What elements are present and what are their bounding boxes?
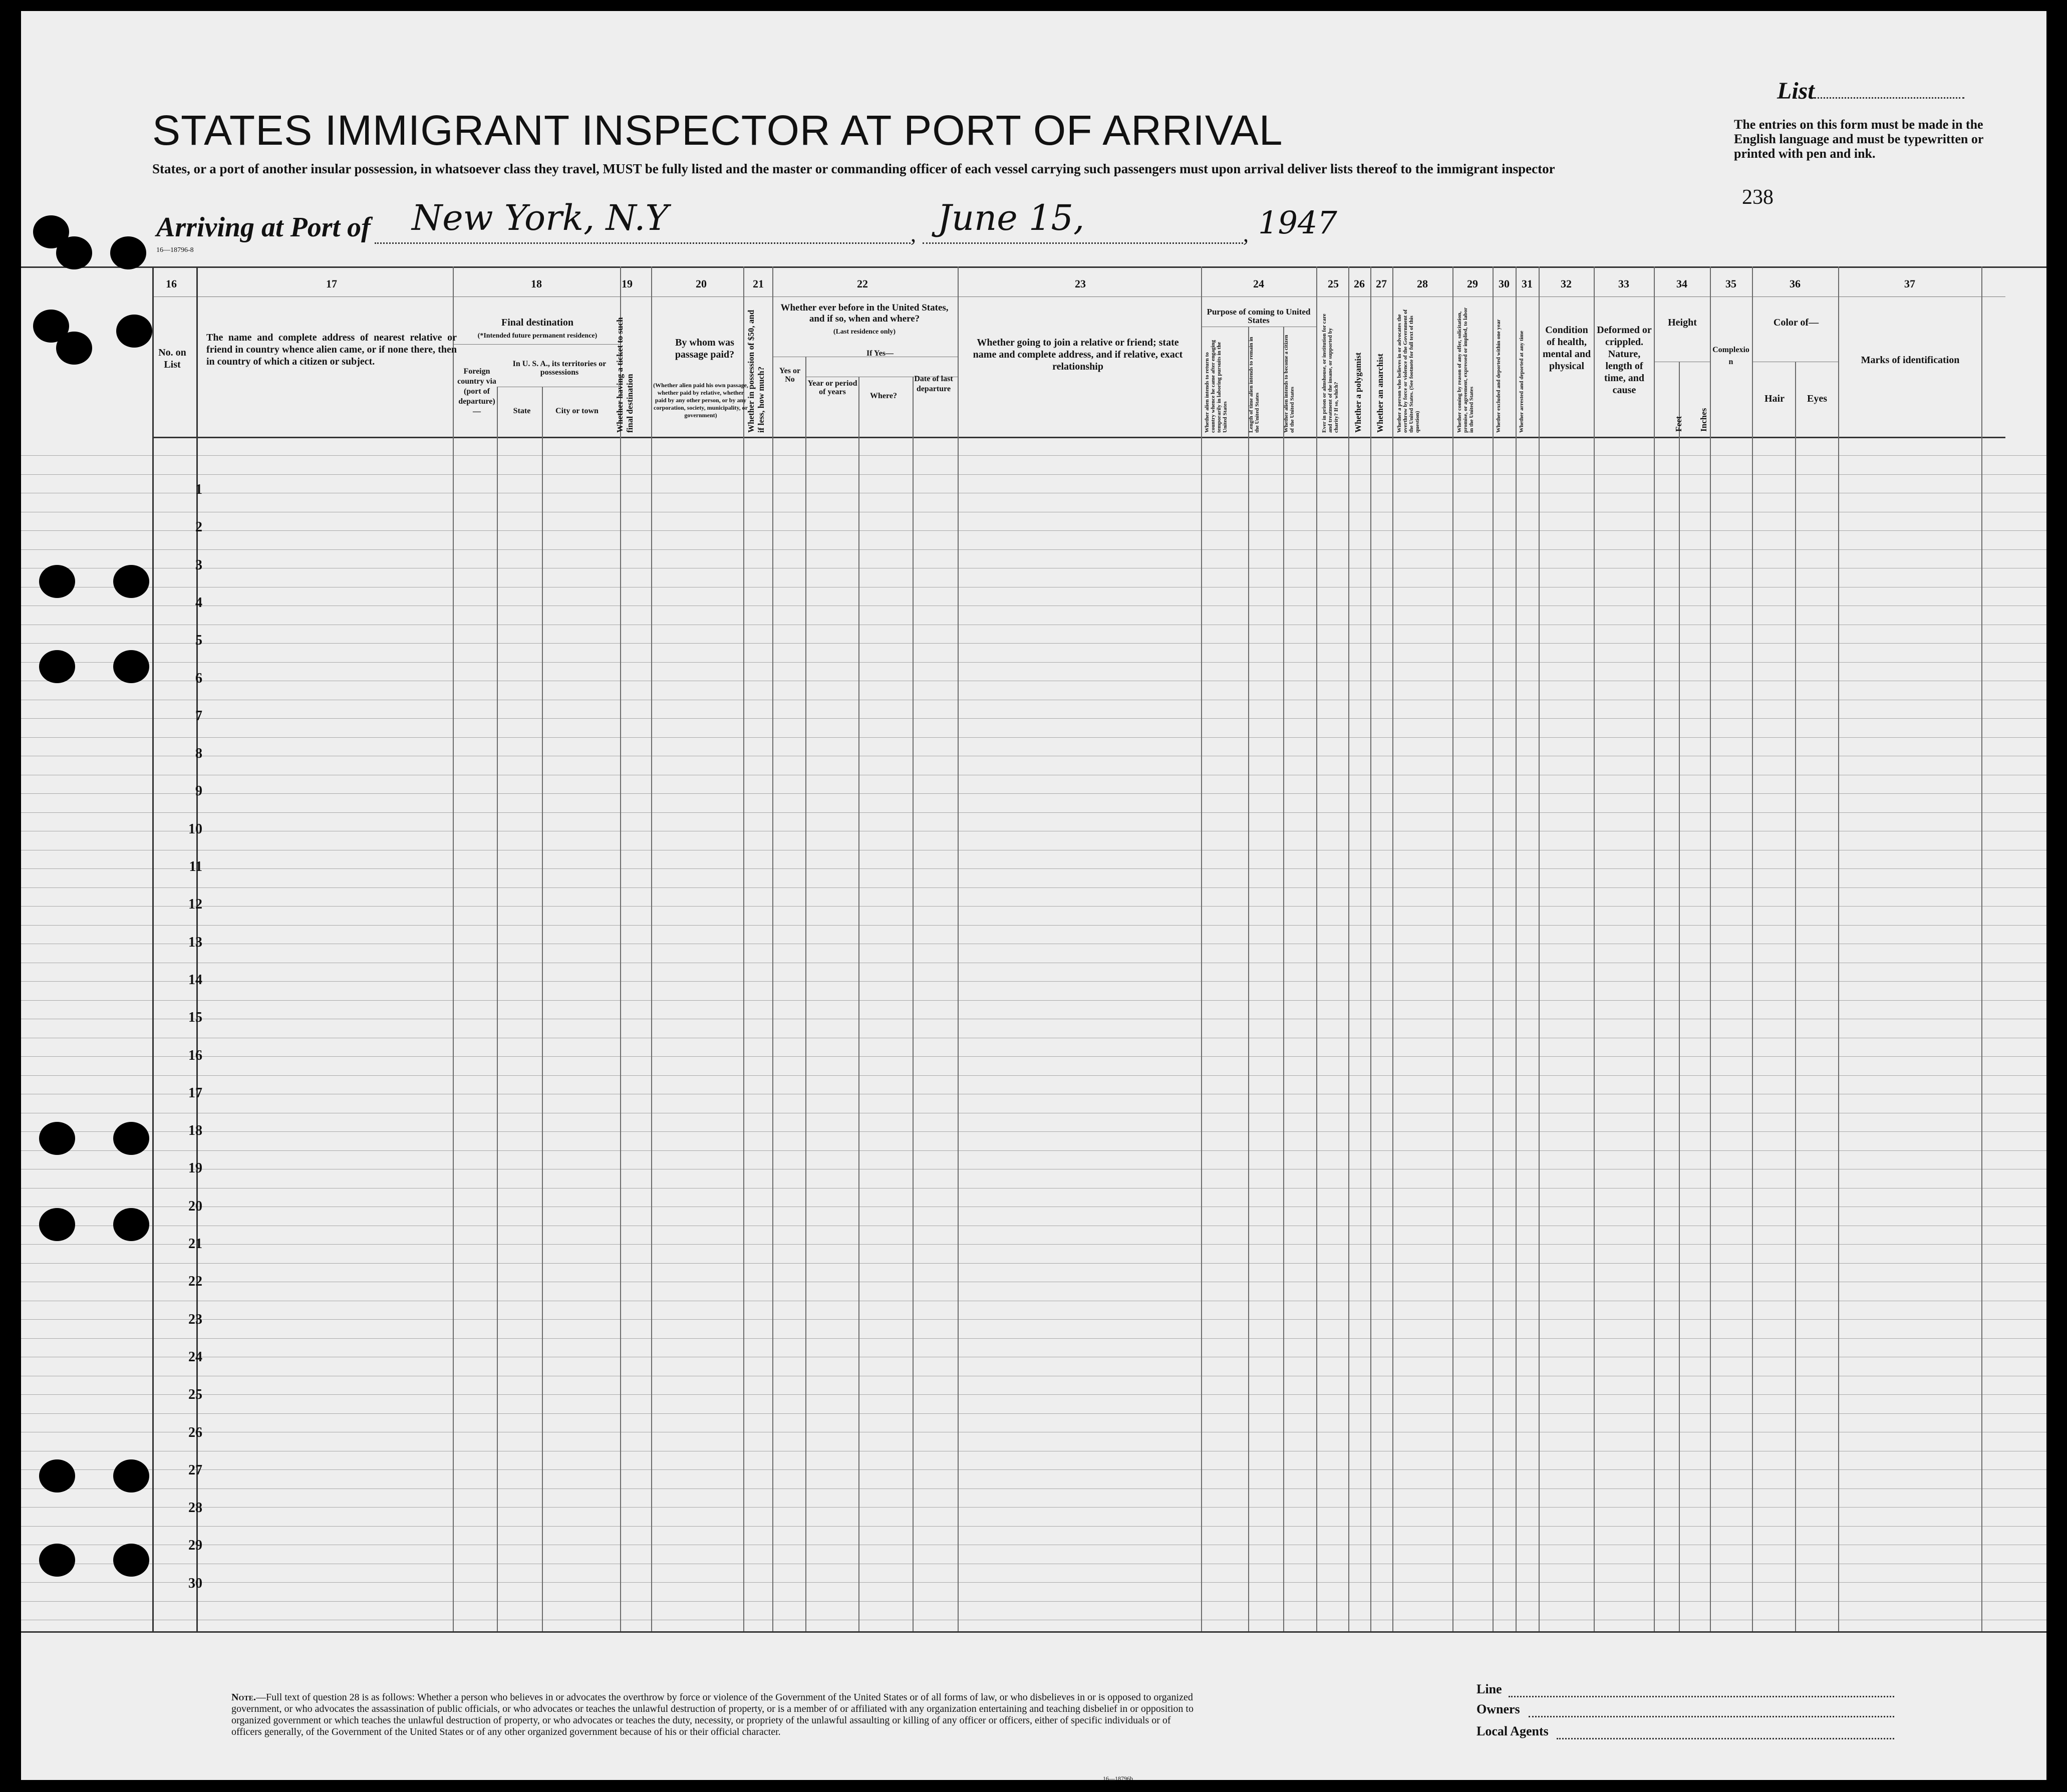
colnum-22: 22 xyxy=(857,277,868,290)
punch-hole xyxy=(113,1459,149,1492)
row-number: 2 xyxy=(195,519,202,535)
row-number: 18 xyxy=(188,1123,202,1138)
colnum-20: 20 xyxy=(696,277,707,290)
header-feet: Feet xyxy=(1674,416,1683,432)
row-number: 1 xyxy=(195,482,202,497)
form-title: STATES IMMIGRANT INSPECTOR AT PORT OF ARRIVAL xyxy=(152,107,1283,154)
row-number: 10 xyxy=(188,821,202,837)
colnum-33: 33 xyxy=(1618,277,1629,290)
colnum-29: 29 xyxy=(1467,277,1478,290)
column-line xyxy=(1752,266,1753,1631)
column-line xyxy=(1594,266,1595,1631)
ruled-line xyxy=(21,455,2046,456)
column-line xyxy=(1838,266,1839,1631)
punch-hole xyxy=(113,650,149,683)
ruled-line xyxy=(21,1131,2046,1132)
header-ticket: Whether having a ticket to such final destination xyxy=(615,317,635,433)
header-hair: Hair xyxy=(1764,393,1785,404)
header-city: City or town xyxy=(555,407,599,415)
column-line xyxy=(1348,266,1349,1631)
row-number: 11 xyxy=(189,859,202,874)
ruled-line xyxy=(21,812,2046,813)
header-eyes: Eyes xyxy=(1807,393,1827,404)
form-code: 16—18796-8 xyxy=(156,246,194,254)
header-passage-note: (Whether alien paid his own passage, whether paid by relative, whether paid by any other person, or by any corporation, society, municipality, or government) xyxy=(653,382,748,419)
comma-2: , xyxy=(1243,222,1249,246)
colnum-36: 36 xyxy=(1790,277,1801,290)
owners-field[interactable] xyxy=(1529,1716,1894,1717)
header-overthrow: Whether a person who believes in or advocates the overthrow by force or violence of the Government of the United States. (See footnote for full text of this question) xyxy=(1396,309,1420,433)
ruled-line xyxy=(21,1338,2046,1339)
row-number: 22 xyxy=(188,1274,202,1289)
row-number: 16 xyxy=(188,1048,202,1063)
row-number: 5 xyxy=(195,633,202,648)
colnum-16: 16 xyxy=(166,277,177,290)
row-number: 23 xyxy=(188,1312,202,1327)
header-prison: Ever in prison or almshouse, or institution for care and treatment of the insane, or supported by charity? If so, which? xyxy=(1321,314,1339,433)
colnum-row-line xyxy=(152,296,2005,297)
footnote xyxy=(231,1692,1203,1738)
header-marks: Marks of identification xyxy=(1861,355,1960,366)
row-number: 13 xyxy=(188,935,202,950)
date-handwritten: June 15, xyxy=(938,197,1085,238)
row-number: 3 xyxy=(195,557,202,573)
footer-code: 16—18796b xyxy=(1103,1775,1133,1780)
header-deformed: Deformed or crippled. Nature, length of time, and cause xyxy=(1597,325,1652,396)
ruled-line xyxy=(21,662,2046,663)
colnum-18: 18 xyxy=(531,277,542,290)
row-number: 14 xyxy=(188,972,202,988)
ruled-line xyxy=(21,1413,2046,1414)
ruled-line xyxy=(21,887,2046,888)
comma: , xyxy=(911,222,916,246)
year-handwritten: 1947 xyxy=(1258,204,1337,241)
punch-hole xyxy=(56,332,92,365)
column-line xyxy=(542,387,543,1631)
header-state: State xyxy=(513,407,531,415)
column-line xyxy=(1679,362,1680,1631)
row-number: 26 xyxy=(188,1425,202,1440)
ruled-line xyxy=(21,925,2046,926)
header-foreign-country: Foreign country via (port of departure)— xyxy=(457,367,496,416)
header-bottom-border xyxy=(152,437,2005,438)
header-inches: Inches xyxy=(1699,408,1708,432)
punch-hole xyxy=(39,1208,75,1241)
header-year-period: Year or period of years xyxy=(807,379,857,396)
column-line xyxy=(1539,266,1540,1631)
colnum-24: 24 xyxy=(1253,277,1264,290)
header-join-relative: Whether going to join a relative or friend; state name and complete address, and if relative, exact relationship xyxy=(973,337,1183,372)
ruled-line xyxy=(21,1000,2046,1001)
colnum-17: 17 xyxy=(326,277,337,290)
list-label: List xyxy=(1777,78,1815,104)
row-number: 25 xyxy=(188,1387,202,1402)
line-label: Line xyxy=(1477,1682,1502,1696)
ruled-line xyxy=(21,530,2046,531)
header-fifty-dollars: Whether in possession of $50, and if less, how much? xyxy=(746,310,766,433)
colnum-25: 25 xyxy=(1328,277,1339,290)
punch-hole xyxy=(39,565,75,598)
colnum-30: 30 xyxy=(1499,277,1510,290)
punch-hole xyxy=(113,1544,149,1577)
column-line xyxy=(651,266,652,1631)
row-number: 30 xyxy=(188,1576,202,1591)
row-number: 6 xyxy=(195,671,202,686)
row-number: 27 xyxy=(188,1462,202,1478)
ruled-line xyxy=(21,1394,2046,1395)
colnum-26: 26 xyxy=(1354,277,1365,290)
ruled-line xyxy=(21,906,2046,907)
colnum-35: 35 xyxy=(1725,277,1736,290)
header-in-usa: In U. S. A., its territories or possessions xyxy=(512,360,607,377)
header-final-destination: Final destination xyxy=(501,317,573,328)
row-number: 19 xyxy=(188,1160,202,1176)
header-last-residence: (Last residence only) xyxy=(833,328,896,336)
column-line xyxy=(1654,266,1655,1631)
column-line xyxy=(1283,327,1284,1631)
port-handwritten: New York, N.Y xyxy=(412,197,669,238)
header-offer-labor: Whether coming by reason of any offer, solicitation, promise, or agreement, expressed or implied, to labor in the United States xyxy=(1456,308,1474,433)
row-number: 4 xyxy=(195,595,202,611)
header-final-destination-note: (*Intended future permanent residence) xyxy=(477,332,598,340)
header-purpose: Purpose of coming to United States xyxy=(1207,307,1311,325)
list-number: 238 xyxy=(1742,186,1774,209)
row-number: 24 xyxy=(188,1349,202,1365)
ruled-line xyxy=(21,981,2046,982)
header-health: Condition of health, mental and physical xyxy=(1542,325,1591,372)
header-purpose-citizen: Whether alien intends to become a citizen of the United States xyxy=(1283,335,1295,433)
row-number: 12 xyxy=(188,897,202,912)
header-height: Height xyxy=(1668,317,1697,328)
colnum-23: 23 xyxy=(1075,277,1086,290)
row-number: 29 xyxy=(188,1538,202,1553)
ruled-line xyxy=(21,1319,2046,1320)
colnum-28: 28 xyxy=(1417,277,1428,290)
column-line xyxy=(1452,266,1453,1631)
punch-hole xyxy=(110,236,146,269)
ruled-line xyxy=(21,1244,2046,1245)
grid-bottom-border xyxy=(21,1631,2046,1633)
ruled-line xyxy=(21,1056,2046,1057)
owners-label: Owners xyxy=(1477,1702,1520,1716)
colnum-31: 31 xyxy=(1522,277,1533,290)
header-purpose-length: Length of time alien intends to remain in the United States xyxy=(1248,337,1260,433)
header-excluded: Whether excluded and deported within one year xyxy=(1496,319,1502,433)
ruled-line xyxy=(21,1507,2046,1508)
column-line xyxy=(958,266,959,1631)
list-line xyxy=(1814,97,1964,99)
ruled-line xyxy=(21,1582,2046,1583)
row-number: 7 xyxy=(195,708,202,724)
row-number: 9 xyxy=(195,783,202,799)
ruled-line xyxy=(21,1263,2046,1264)
manifest-sheet xyxy=(21,11,2046,1780)
ruled-line xyxy=(21,1150,2046,1151)
line-field[interactable] xyxy=(1509,1696,1894,1697)
ruled-line xyxy=(21,868,2046,869)
column-line xyxy=(1370,266,1371,1631)
column-line xyxy=(1493,266,1494,1631)
ruled-line xyxy=(21,1075,2046,1076)
column-line xyxy=(805,357,806,1631)
header-arrested: Whether arrested and deported at any time xyxy=(1519,331,1525,433)
header-where: Where? xyxy=(870,392,897,400)
header-no-on-list: No. on List xyxy=(158,347,186,370)
header-yes-no: Yes or No xyxy=(779,367,801,384)
colnum-37: 37 xyxy=(1904,277,1915,290)
punch-hole xyxy=(39,1459,75,1492)
punch-hole xyxy=(113,1122,149,1155)
punch-hole xyxy=(39,1544,75,1577)
local-agents-field[interactable] xyxy=(1557,1738,1894,1739)
date-line xyxy=(923,242,1243,244)
punch-hole xyxy=(39,1122,75,1155)
header-passage-paid: By whom was passage paid? xyxy=(675,337,735,360)
ruled-line xyxy=(21,1469,2046,1470)
column-line xyxy=(858,377,859,1631)
punch-hole xyxy=(116,315,152,348)
ruled-line xyxy=(21,549,2046,550)
header-purpose-return: Whether alien intends to return to country whence he came after engaging temporarily in laboring pursuits in the United States xyxy=(1204,340,1228,433)
row-number: 21 xyxy=(188,1236,202,1252)
header-color-of: Color of— xyxy=(1773,317,1819,328)
column-line xyxy=(772,266,773,1631)
column-line xyxy=(1392,266,1393,1631)
instructions-text: The entries on this form must be made in the English language and must be typewritten or printed with pen and ink. xyxy=(1734,117,1983,161)
ruled-line xyxy=(21,474,2046,475)
header-anarchist: Whether an anarchist xyxy=(1375,353,1385,433)
column-line xyxy=(1795,362,1796,1631)
header-nearest-relative: The name and complete address of nearest relative or friend in country whence alien came, or if none there, then in country of which a citizen or subject. xyxy=(206,332,457,367)
colnum-32: 32 xyxy=(1561,277,1572,290)
column-line xyxy=(1248,327,1249,1631)
local-agents-label: Local Agents xyxy=(1477,1724,1549,1738)
column-line xyxy=(1201,266,1202,1631)
punch-hole xyxy=(113,1208,149,1241)
grid-top-border xyxy=(21,266,2046,268)
form-subtitle: States, or a port of another insular possession, in whatsoever class they travel, MUST be fully listed and the master or commanding officer of each vessel carrying such passengers must upon arrival deliver lists thereof to the immigrant inspector xyxy=(152,161,1555,176)
header-complexion: Complexion xyxy=(1712,346,1749,366)
column-line xyxy=(620,266,621,1631)
row-number: 20 xyxy=(188,1199,202,1214)
ruled-line xyxy=(21,737,2046,738)
header-polygamist: Whether a polygamist xyxy=(1353,352,1363,433)
final-dest-subline xyxy=(453,344,620,345)
row-number: 28 xyxy=(188,1500,202,1516)
colnum-34: 34 xyxy=(1676,277,1687,290)
column-line xyxy=(152,266,154,1631)
colnum-19: 19 xyxy=(622,277,633,290)
column-line xyxy=(1516,266,1517,1631)
arriving-label: Arriving at Port of xyxy=(156,212,371,243)
ruled-line xyxy=(21,793,2046,794)
header-ever-before: Whether ever before in the United States, and if so, when and where? xyxy=(780,303,949,324)
ruled-line xyxy=(21,643,2046,644)
port-line xyxy=(375,242,911,244)
ruled-line xyxy=(21,718,2046,719)
row-number: 8 xyxy=(195,746,202,761)
manifest-grid xyxy=(21,261,2046,1634)
column-line xyxy=(1710,266,1711,1631)
row-number: 17 xyxy=(188,1085,202,1101)
footnote-label: Note. xyxy=(231,1692,256,1703)
punch-hole xyxy=(113,565,149,598)
row-number: 15 xyxy=(188,1010,202,1025)
column-line xyxy=(913,377,914,1631)
column-line xyxy=(453,266,454,1631)
column-line xyxy=(1981,266,1982,1631)
ruled-line xyxy=(21,1526,2046,1527)
ruled-line xyxy=(21,1488,2046,1489)
punch-hole xyxy=(56,236,92,269)
ruled-line xyxy=(21,1601,2046,1602)
column-line xyxy=(1316,266,1317,1631)
column-line xyxy=(497,387,498,1631)
column-line xyxy=(743,266,744,1631)
punch-hole xyxy=(39,650,75,683)
colnum-27: 27 xyxy=(1376,277,1387,290)
colnum-21: 21 xyxy=(753,277,764,290)
footnote-text: —Full text of question 28 is as follows: Whether a person who believes in or advocates the overthrow by force or violence of the Government of the United States or of all forms of law, or who disbelieves in or is opposed to organized government, or who advocates the assassination of public officials, or who advocates or teaches the unlawful destruction of property, or is a member of or affiliated with any organization entertaining and teaching disbelief in or opposition to organized government or which teaches the unlawful destruction of property, or who advocates or teaches the duty, necessity, or propriety of the unlawful assaulting or killing of any officer or officers, either of specific individuals or of officers generally, of the Government of the United States or of any other organized government because of his or their official character. xyxy=(231,1692,1194,1737)
header-if-yes: If Yes— xyxy=(866,349,894,358)
header-date-last-departure: Date of last departure xyxy=(914,375,953,393)
